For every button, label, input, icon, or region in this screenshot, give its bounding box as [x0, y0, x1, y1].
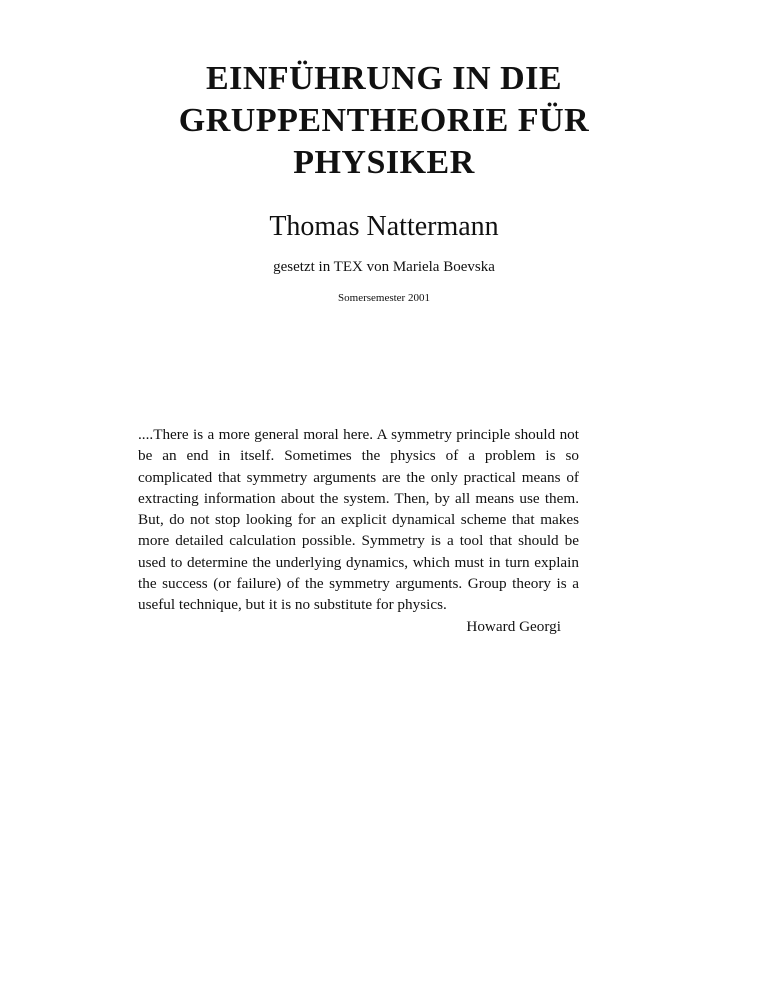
epigraph-attribution: Howard Georgi — [466, 617, 561, 635]
typeset-credit: gesetzt in TEX von Mariela Boevska — [273, 259, 495, 275]
document-title — [0, 58, 768, 184]
epigraph-text: ....There is a more general moral here. A symmetry principle should not be an end in itself. Sometimes the physics of a problem is so complicated that symmetry arguments are the only practical means of extracting information about the system. Then, by all means use them. But, do not stop looking for an explicit dynamical scheme that makes more detailed calculation possible. Symmetry is a tool that should be used to determine the underlying dynamics, which must in turn explain the success (or failure) of the symmetry arguments. Group theory is a useful technique, but it is no substitute for physics. — [138, 426, 579, 614]
semester-label: Somersemester 2001 — [338, 292, 430, 304]
author-name: Thomas Nattermann — [269, 211, 499, 242]
title-block — [0, 58, 768, 184]
title-line-2: GRUPPENTHEORIE FÜR — [178, 102, 590, 139]
title-line-3: PHYSIKER — [293, 144, 475, 181]
epigraph — [138, 424, 579, 637]
title-line-1: EINFÜHRUNG IN DIE — [205, 60, 563, 97]
